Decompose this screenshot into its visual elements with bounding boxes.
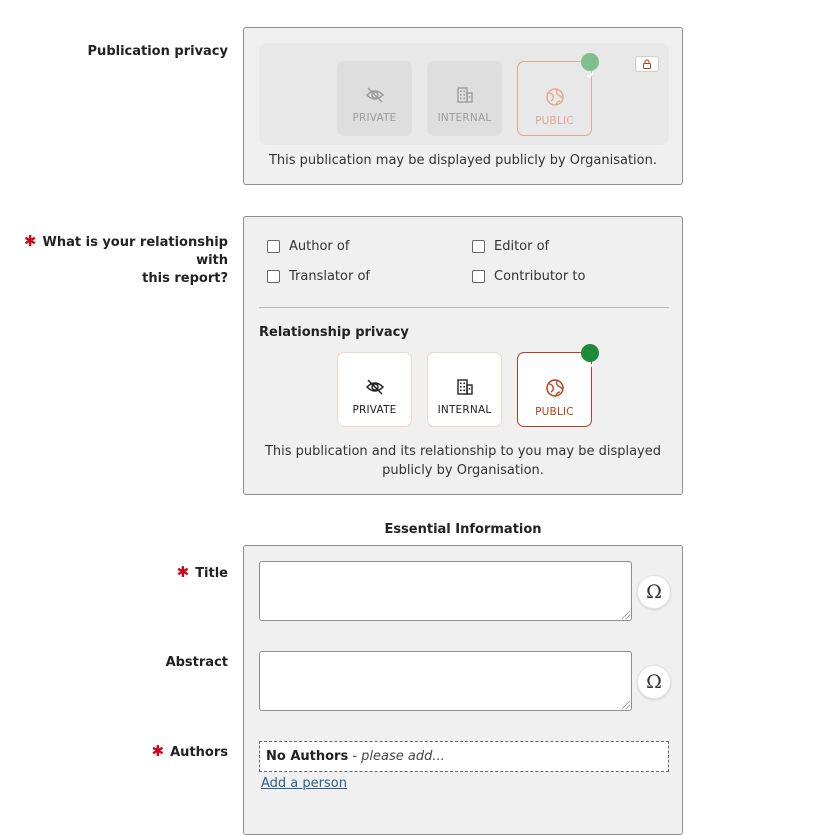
publication-privacy-selector — [259, 43, 669, 145]
option-label: PUBLIC — [535, 406, 574, 418]
authors-empty-text: No Authors — [266, 749, 349, 764]
essential-information-heading: Essential Information — [384, 522, 542, 537]
globe-icon — [545, 87, 565, 107]
checkbox-label: Editor of — [494, 239, 550, 254]
publication-privacy-internal-option[interactable] — [427, 61, 502, 136]
essential-information-panel — [243, 545, 683, 835]
checkbox-box[interactable] — [472, 270, 485, 283]
translator-of-checkbox[interactable] — [267, 269, 370, 284]
eye-off-icon — [365, 86, 385, 104]
selected-check-icon — [581, 53, 599, 71]
publication-privacy-public-option[interactable] — [517, 61, 592, 136]
publication-privacy-label: Publication privacy — [87, 44, 228, 59]
checkbox-label: Translator of — [289, 269, 370, 284]
option-label: PRIVATE — [352, 404, 397, 416]
building-icon — [456, 86, 474, 104]
abstract-input[interactable] — [259, 651, 632, 711]
authors-empty-hint: - please add... — [348, 749, 445, 764]
checkbox-label: Author of — [289, 239, 350, 254]
checkbox-label: Contributor to — [494, 269, 586, 284]
authors-list[interactable] — [259, 741, 669, 772]
author-of-checkbox[interactable] — [267, 239, 349, 254]
checkbox-box[interactable] — [267, 240, 280, 253]
relationship-privacy-public-option[interactable] — [517, 352, 592, 427]
relationship-privacy-internal-option[interactable] — [427, 352, 502, 427]
relationship-label: ✱ What is your relationship with this report? — [23, 232, 228, 286]
publication-privacy-private-option[interactable] — [337, 61, 412, 136]
lock-icon — [642, 59, 652, 69]
abstract-label: Abstract — [165, 655, 228, 670]
special-characters-button[interactable] — [637, 665, 671, 699]
option-label: INTERNAL — [437, 112, 492, 124]
relationship-privacy-private-option[interactable] — [337, 352, 412, 427]
checkbox-box[interactable] — [472, 240, 485, 253]
eye-off-icon — [365, 378, 385, 396]
relationship-privacy-heading: Relationship privacy — [259, 325, 409, 340]
omega-icon: Ω — [646, 581, 662, 603]
building-icon — [456, 378, 474, 396]
authors-label: ✱ Authors — [151, 742, 228, 760]
globe-icon — [545, 378, 565, 398]
relationship-panel — [243, 216, 683, 495]
required-icon: ✱ — [151, 742, 165, 760]
contributor-to-checkbox[interactable] — [472, 269, 585, 284]
special-characters-button[interactable] — [637, 575, 671, 609]
title-label: ✱ Title — [176, 563, 228, 581]
option-label: INTERNAL — [437, 404, 492, 416]
checkbox-box[interactable] — [267, 270, 280, 283]
lock-toggle-button[interactable] — [635, 56, 659, 72]
relationship-privacy-caption: This publication and its relationship to you may be displayed publicly by Organisation. — [264, 444, 661, 478]
title-input[interactable] — [259, 561, 632, 621]
divider — [259, 307, 669, 308]
required-icon: ✱ — [23, 232, 37, 250]
omega-icon: Ω — [646, 671, 662, 693]
option-label: PUBLIC — [535, 115, 574, 127]
add-person-link[interactable]: Add a person — [261, 776, 347, 791]
selected-check-icon — [581, 344, 599, 362]
required-icon: ✱ — [176, 563, 190, 581]
editor-of-checkbox[interactable] — [472, 239, 549, 254]
option-label: PRIVATE — [352, 112, 397, 124]
publication-privacy-caption: This publication may be displayed publicly by Organisation. — [268, 153, 657, 168]
publication-privacy-panel — [243, 27, 683, 185]
